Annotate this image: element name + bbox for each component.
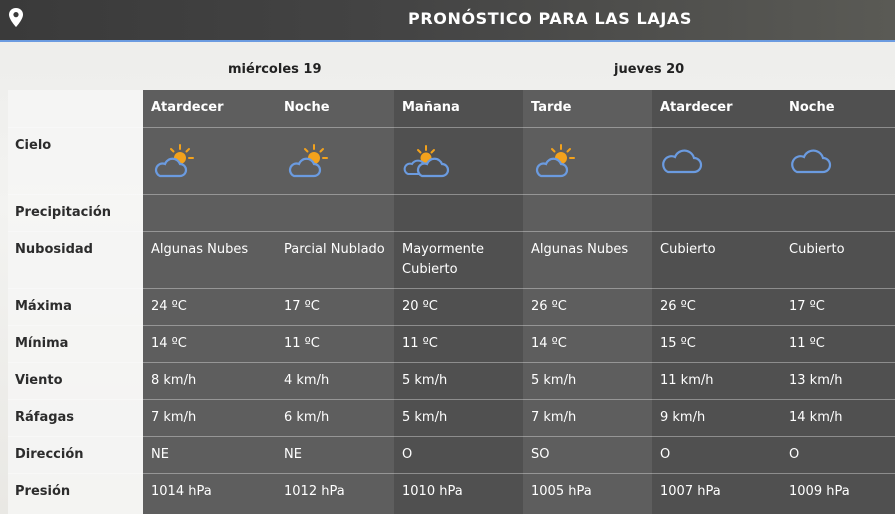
partly-cloudy-sun-icon [284,142,332,182]
direccion-cell: O [660,447,671,462]
presion-cell: 1010 hPa [402,484,463,499]
row-divider [8,231,895,232]
minima-cell: 14 ºC [531,336,567,351]
row-label-rafagas: Ráfagas [15,410,75,425]
period-header: Noche [789,100,835,115]
presion-cell: 1005 hPa [531,484,592,499]
nubosidad-cell: Parcial Nublado [284,242,385,257]
nubosidad-cell: Algunas Nubes [531,242,629,257]
row-divider [8,436,895,437]
viento-cell: 4 km/h [284,373,330,388]
maxima-cell: 17 ºC [789,299,825,314]
direccion-cell: NE [284,447,302,462]
minima-cell: 11 ºC [284,336,320,351]
row-label-nubosidad: Nubosidad [15,242,93,257]
partly-cloudy-sun-icon [150,142,198,182]
partly-cloudy-sun-icon [531,142,579,182]
cloudy-icon [660,142,708,182]
day-label-thursday: jueves 20 [614,62,685,77]
maxima-cell: 26 ºC [531,299,567,314]
presion-cell: 1009 hPa [789,484,850,499]
minima-cell: 11 ºC [789,336,825,351]
rafagas-cell: 9 km/h [660,410,706,425]
rafagas-cell: 5 km/h [402,410,448,425]
viento-cell: 11 km/h [660,373,714,388]
rafagas-cell: 7 km/h [531,410,577,425]
nubosidad-cell: Cubierto [660,242,716,257]
rafagas-cell: 7 km/h [151,410,197,425]
nubosidad-cell: Mayormente Cubierto [402,242,484,277]
minima-cell: 14 ºC [151,336,187,351]
maxima-cell: 24 ºC [151,299,187,314]
period-header: Mañana [402,100,460,115]
rafagas-cell: 14 km/h [789,410,843,425]
maxima-cell: 17 ºC [284,299,320,314]
row-divider [8,325,895,326]
viento-cell: 5 km/h [402,373,448,388]
row-label-presion: Presión [15,484,71,499]
viento-cell: 5 km/h [531,373,577,388]
row-label-direccion: Dirección [15,447,84,462]
row-label-viento: Viento [15,373,63,388]
mostly-cloudy-sun-icon [402,142,450,182]
row-divider [8,399,895,400]
viento-cell: 13 km/h [789,373,843,388]
direccion-cell: O [789,447,800,462]
direccion-cell: SO [531,447,550,462]
minima-cell: 15 ºC [660,336,696,351]
period-header: Noche [284,100,330,115]
row-label-minima: Mínima [15,336,69,351]
maxima-cell: 20 ºC [402,299,438,314]
row-divider [8,194,895,195]
row-label-maxima: Máxima [15,299,72,314]
cloudy-icon [789,142,837,182]
map-pin-icon[interactable] [8,7,24,29]
row-label-cielo: Cielo [15,138,52,153]
row-divider [8,127,895,128]
presion-cell: 1012 hPa [284,484,345,499]
minima-cell: 11 ºC [402,336,438,351]
presion-cell: 1007 hPa [660,484,721,499]
nubosidad-cell: Cubierto [789,242,845,257]
day-label-wednesday: miércoles 19 [228,62,322,77]
rafagas-cell: 6 km/h [284,410,330,425]
viento-cell: 8 km/h [151,373,197,388]
direccion-cell: O [402,447,413,462]
period-header: Atardecer [660,100,733,115]
header-bar [0,0,895,42]
period-header: Atardecer [151,100,224,115]
row-divider [8,362,895,363]
direccion-cell: NE [151,447,169,462]
row-divider [8,288,895,289]
page-title: PRONÓSTICO PARA LAS LAJAS [408,9,692,28]
maxima-cell: 26 ºC [660,299,696,314]
row-divider [8,473,895,474]
nubosidad-cell: Algunas Nubes [151,242,249,257]
period-header: Tarde [531,100,572,115]
presion-cell: 1014 hPa [151,484,212,499]
row-label-precipitacion: Precipitación [15,205,112,220]
